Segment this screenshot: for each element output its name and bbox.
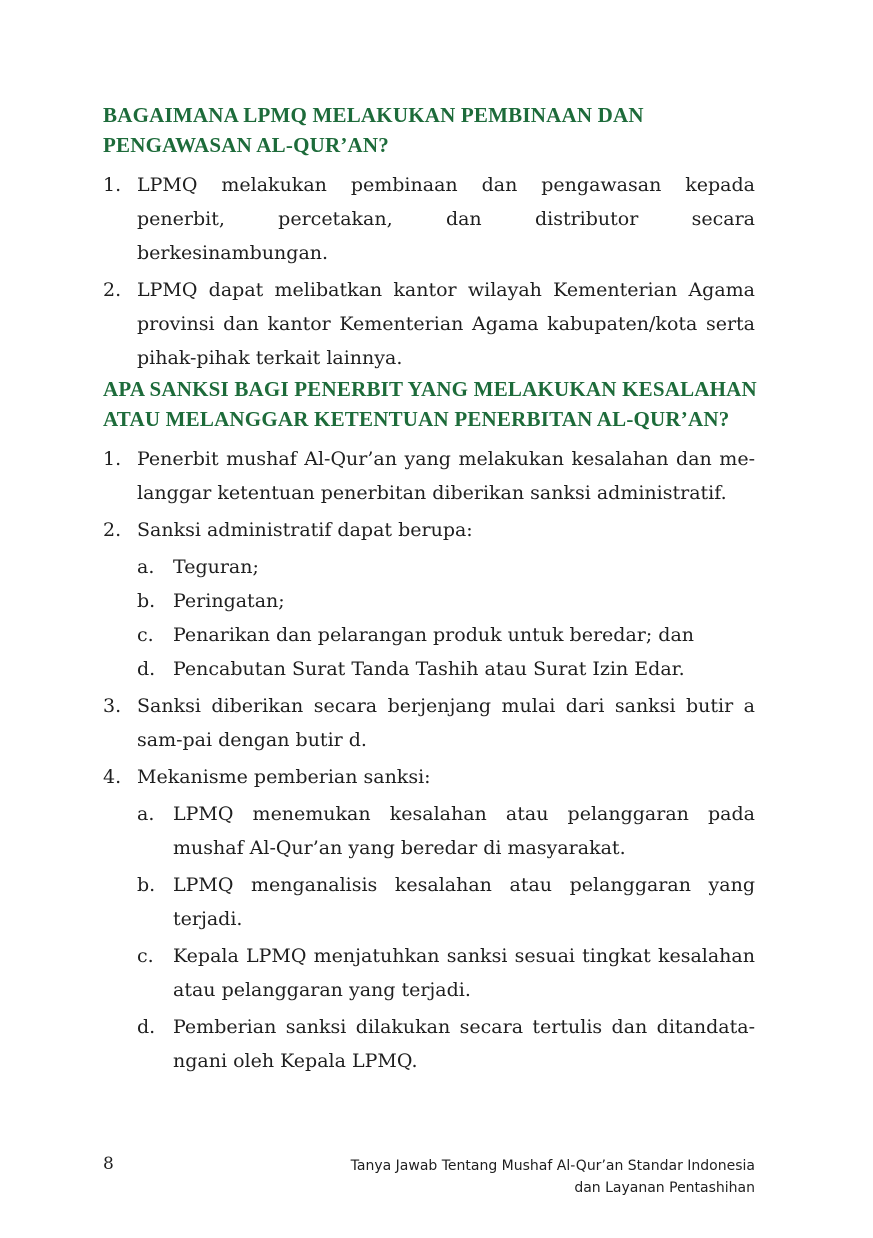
sub-list-text: Peringatan; xyxy=(173,590,285,612)
sub-list-text: Teguran; xyxy=(173,556,259,578)
sub-list-item xyxy=(137,939,755,1007)
list-number: 4. xyxy=(103,766,122,788)
sub-list-letter: b. xyxy=(137,590,156,612)
list-item xyxy=(103,273,755,375)
sub-list-item xyxy=(137,618,755,652)
sub-list-letter: c. xyxy=(137,624,154,646)
sub-list-item xyxy=(137,797,755,865)
sub-list-text: Kepala LPMQ menjatuhkan sanksi sesuai tingkat kesalahan atau pelanggaran yang terjadi. xyxy=(173,945,755,1001)
sub-list-text: Penarikan dan pelarangan produk untuk beredar; dan xyxy=(173,624,695,646)
sub-list-text: LPMQ menemukan kesalahan atau pelanggaran pada mushaf Al-Qur’an yang beredar di masyarakat. xyxy=(173,803,755,859)
sub-list-letter: c. xyxy=(137,945,154,967)
section2-list xyxy=(103,442,755,1081)
sub-list-text: Pemberian sanksi dilakukan secara tertulis dan ditandata-ngani oleh Kepala LPMQ. xyxy=(173,1016,755,1072)
sub-list-item xyxy=(137,550,755,584)
sub-list-item xyxy=(137,584,755,618)
sub-list-letter: d. xyxy=(137,1016,156,1038)
section2-heading-line1: APA SANKSI BAGI PENERBIT YANG MELAKUKAN KESALAHAN xyxy=(103,377,757,401)
list-number: 2. xyxy=(103,279,122,301)
sub-list-letter: b. xyxy=(137,874,156,896)
sub-list-letter: a. xyxy=(137,803,155,825)
section1-heading-line2: PENGAWASAN AL-QUR’AN? xyxy=(103,133,389,157)
list-number: 1. xyxy=(103,448,122,470)
sub-list-text: Pencabutan Surat Tanda Tashih atau Surat Izin Edar. xyxy=(173,658,685,680)
sub-list-item xyxy=(137,1010,755,1078)
list-number: 1. xyxy=(103,174,122,196)
sub-list-letter: d. xyxy=(137,658,156,680)
footer-title-line1: Tanya Jawab Tentang Mushaf Al-Qur’an Standar Indonesia xyxy=(350,1158,755,1174)
list-text: LPMQ dapat melibatkan kantor wilayah Kementerian Agama provinsi dan kantor Kementerian Agama kabupaten/kota serta pihak-pihak terkait lainnya. xyxy=(137,279,755,369)
section1-list xyxy=(103,168,755,378)
list-item xyxy=(103,168,755,270)
section2-heading xyxy=(103,374,763,434)
list-text: Penerbit mushaf Al-Qur’an yang melakukan kesalahan dan me-langgar ketentuan penerbitan diberikan sanksi administratif. xyxy=(137,448,755,504)
list-text: Mekanisme pemberian sanksi: xyxy=(137,766,431,788)
page-number: 8 xyxy=(103,1154,114,1174)
list-text: Sanksi diberikan secara berjenjang mulai dari sanksi butir a sam-pai dengan butir d. xyxy=(137,695,755,751)
running-footer-title xyxy=(351,1155,755,1199)
list-text: Sanksi administratif dapat berupa: xyxy=(137,519,473,541)
sub-list-letter: a. xyxy=(137,556,155,578)
list-item xyxy=(103,442,755,510)
sub-list-text: LPMQ menganalisis kesalahan atau pelanggaran yang terjadi. xyxy=(173,874,755,930)
list-item xyxy=(103,760,755,794)
list-text: LPMQ melakukan pembinaan dan pengawasan kepada penerbit, percetakan, dan distributor secara berkesinambungan. xyxy=(137,174,755,264)
list-item xyxy=(103,513,755,547)
sub-list-item xyxy=(137,652,755,686)
section2-heading-line2: ATAU MELANGGAR KETENTUAN PENERBITAN AL-QUR’AN? xyxy=(103,407,730,431)
section1-heading xyxy=(103,100,763,160)
footer-title-line2: dan Layanan Pentashihan xyxy=(574,1180,755,1196)
section1-heading-line1: BAGAIMANA LPMQ MELAKUKAN PEMBINAAN DAN xyxy=(103,103,644,127)
list-number: 3. xyxy=(103,695,122,717)
sub-list-item xyxy=(137,868,755,936)
list-number: 2. xyxy=(103,519,122,541)
list-item xyxy=(103,689,755,757)
